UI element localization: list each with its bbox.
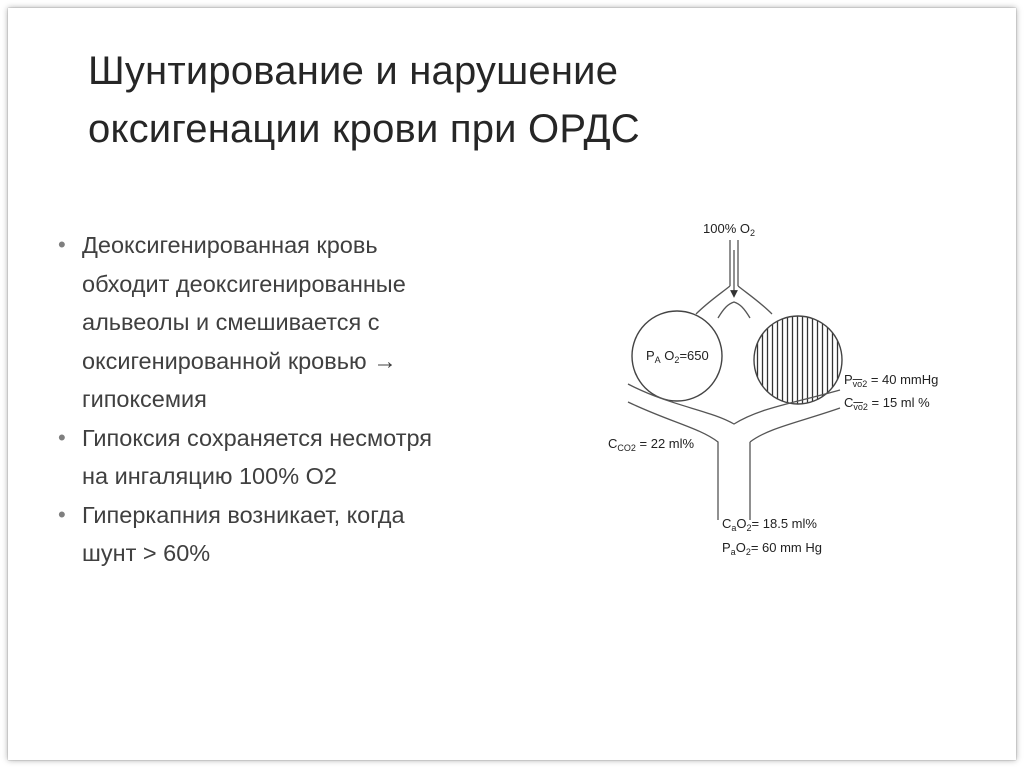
bullet-2-line-2: на ингаляцию 100% О2 — [82, 463, 337, 489]
bullet-1-line-5: гипоксемия — [82, 386, 207, 412]
bullet-3-line-1: Гиперкапния возникает, когда — [82, 501, 405, 528]
bullet-item — [58, 226, 558, 419]
airway — [696, 240, 772, 318]
bullet-2-line-1: Гипоксия сохраняется несмотря — [82, 424, 433, 451]
blood-vessels — [628, 384, 840, 520]
bullet-dot-icon: • — [58, 232, 66, 257]
shunt-diagram — [590, 210, 990, 580]
cco2-label: $C_{CO}2 = 22$ ml% — [608, 436, 695, 453]
pao2-label: $P_aO_2= 60$ mm Hg — [722, 540, 822, 557]
bullet-1-line-3: альвеолы и смешивается с — [82, 309, 380, 335]
shunt-alveolus-icon — [754, 316, 842, 404]
pvo2-label: $P_{vo}2 = 40$ mmHg — [844, 372, 939, 389]
bullet-dot-icon: • — [58, 424, 66, 450]
bullet-1-line-2: обходит деоксигенированные — [82, 270, 406, 297]
bullet-item — [58, 419, 558, 496]
bullet-item — [58, 496, 558, 573]
slide-title-line-1: Шунтирование и нарушение — [88, 49, 619, 93]
bullet-1-line-4: оксигенированной кровью → — [82, 347, 397, 374]
cao2-label: $C_aO_2= 18.5$ ml% — [722, 516, 817, 533]
bullet-dot-icon: • — [58, 501, 66, 527]
slide-title-line-2: оксигенации крови при ОРДС — [88, 107, 640, 151]
slide-title — [88, 42, 848, 158]
alveolar-po2-label: $P_A$ $O_2=650$ — [646, 348, 709, 365]
bullet-list — [58, 226, 558, 573]
bullet-1-line-1: Деоксигенированная кровь — [82, 232, 378, 258]
bullet-3-line-2: шунт > 60% — [82, 540, 211, 566]
cvo2-label: $C_{vo}2 = 15$ ml % — [844, 395, 930, 412]
inspired-o2-label: 100% $O_2$ — [703, 221, 755, 238]
